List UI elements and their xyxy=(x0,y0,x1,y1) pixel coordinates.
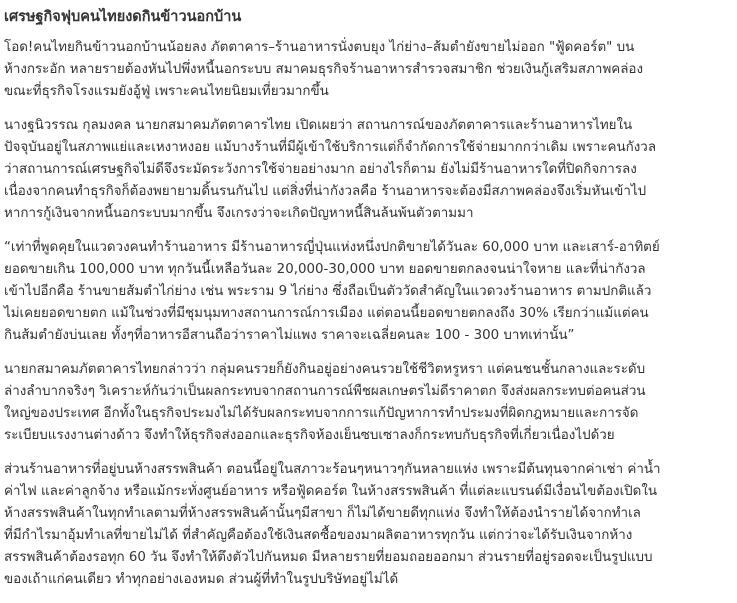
paragraph-line: ห้างสรรพสินค้าในทุกทำเลตามที่ห้างสรรพสินค้านั้นๆมีสาขา ก็ไม่ได้ขายดีทุกแห่ง จึงทำให้ต้องนำรายได้จากทำเล xyxy=(4,506,641,521)
paragraph-line: กินส้มตำยังบ่นเลย ทั้งๆที่อาหารอีสานถือว่าราคาไม่แพง ราคาจะเฉลี่ยคนละ 100 - 300 บาทเท่านั้น” xyxy=(4,328,575,343)
paragraph-line: เข้าไปอีกคือ ร้านขายส้มตำไก่ย่าง เช่น พระราม 9 ไก่ย่าง ซึ่งถือเป็นตัววัดสำคัญในแวดวงร้านอาหาร ตามปกติแล้ว xyxy=(4,284,652,299)
paragraph-line: ห้างกระอัก หลายรายต้องหันไปพึ่งหนี้นอกระบบ สมาคมธุรกิจร้านอาหารสำรวจสมาชิก ช่วยเงินกู้เสริมสภาพคล่อง xyxy=(4,62,644,77)
paragraph-line: เนื่องจากคนทำธุรกิจก็ต้องพยายามดิ้นรนกันไป แต่สิ่งที่น่ากังวลคือ ร้านอาหารจะต้องมีสภาพคล่องจึงเริ่มหันเข้าไป xyxy=(4,184,647,199)
paragraph-line: ที่มีกำไรมาอุ้มทำเลที่ขายไม่ได้ ที่สำคัญคือต้องใช้เงินสดซื้อของมาผลิตอาหารทุกวัน แต่กว่าจะได้รับเงินจากห้าง xyxy=(4,528,633,543)
paragraph-line: “เท่าที่พูดคุยในแวดวงคนทำร้านอาหาร มีร้านอาหารญี่ปุ่นแห่งหนึ่งปกติขายได้วันละ 60,000 บาท และเสาร์-อาทิตย์ xyxy=(4,240,660,255)
article-paragraph xyxy=(4,459,733,591)
paragraph-line: นางฐนิวรรณ กุลมงคล นายกสมาคมภัตตาคารไทย เปิดเผยว่า สถานการณ์ของภัตตาคารและร้านอาหารไทยใน xyxy=(4,118,633,133)
paragraph-line: ของเถ้าแก่คนเดียว ทำทุกอย่างเองหมด ส่วนผู้ที่ทำในรูปบริษัทอยู่ไม่ได้ xyxy=(4,572,399,587)
paragraph-line: ปัจจุบันอยู่ในสภาพแย่และเหงาหงอย แม้บางร้านที่มีผู้เข้าใช้บริการแต่ก็จำกัดการใช้จ่ายมากกว่าเดิม เพราะคนกังวล xyxy=(4,140,657,155)
paragraph-line: ไม่เคยยอดขายตก แม้ในช่วงที่มีชุมนุมทางสถานการณ์การเมือง แต่ตอนนี้ยอดขายตกลงถึง 30% เรียกว่าแม้แต่คน xyxy=(4,306,649,321)
article-quote-paragraph xyxy=(4,237,733,347)
paragraph-line: ค่าไฟ และค่าลูกจ้าง หรือแม้กระทั่งศูนย์อาหาร หรือฟู้ดคอร์ต ในห้างสรรพสินค้า ที่แต่ละแบรนด์มีเงื่อนไขต้องเปิดใน xyxy=(4,484,658,499)
paragraph-line: ยอดขายเกิน 100,000 บาท ทุกวันนี้เหลือวันละ 20,000-30,000 บาท ยอดขายตกลงจนน่าใจหาย และที่น่ากังวล xyxy=(4,262,646,277)
paragraph-line: ระเบียบแรงงานต่างด้าว จึงทำให้ธุรกิจส่งออกและธุรกิจห้องเย็นซบเซาลงก็กระทบกับธุรกิจที่เกี่ยวเนื่องไปด้วย xyxy=(4,428,615,443)
paragraph-line: นายกสมาคมภัตตาคารไทยกล่าวว่า กลุ่มคนรวยก็ยังกินอยู่อย่างคนรวยใช้ชีวิตหรูหรา แต่คนชนชั้นกลางและระดับ xyxy=(4,362,646,377)
paragraph-line: โอด!คนไทยกินข้าวนอกบ้านน้อยลง ภัตตาคาร–ร้านอาหารนั่งตบยุง ไก่ย่าง–ส้มตำยังขายไม่ออก "ฟู้ดคอร์ต" บน xyxy=(4,40,635,55)
paragraph-line: ส่วนร้านอาหารที่อยู่บนห้างสรรพสินค้า ตอนนี้อยู่ในสภาวะร้อนๆหนาวๆกันหลายแห่ง เพราะมีต้นทุนจากค่าเช่า ค่าน้ำ xyxy=(4,462,661,477)
article-paragraph-lead xyxy=(4,37,733,103)
paragraph-line: หาการกู้เงินจากหนี้นอกระบบมากขึ้น จึงเกรงว่าจะเกิดปัญหาหนี้สินล้นพ้นตัวตามมา xyxy=(4,206,474,221)
paragraph-line: ว่าสถานการณ์เศรษฐกิจไม่ดีจึงระมัดระวังการใช้จ่ายอย่างมาก อย่างไรก็ตาม ยังไม่มีร้านอาหารใดที่ปิดกิจการลง xyxy=(4,162,637,177)
paragraph-line: สรรพสินค้าต้องรอทุก 60 วัน จึงทำให้ตึงตัวไปกันหมด มีหลายรายที่ยอมถอยออกมา ส่วนรายที่อยู่รอดจะเป็นรูปแบบ xyxy=(4,550,653,565)
paragraph-line: ล่างลำบากจริงๆ วิเคราะห์กันว่าเป็นผลกระทบจากสถานการณ์พืชผลเกษตรไม่ดีราคาตก จึงส่งผลกระทบต่อคนส่วน xyxy=(4,384,646,399)
paragraph-line: ขณะที่ธุรกิจโรงแรมยังอู้ฟู่ เพราะคนไทยนิยมเที่ยวมากขึ้น xyxy=(4,84,329,99)
article-title: เศรษฐกิจฟุบคนไทยงดกินข้าวนอกบ้าน xyxy=(4,9,242,25)
article-paragraph xyxy=(4,359,733,447)
article-paragraph xyxy=(4,115,733,225)
news-article xyxy=(4,6,733,603)
paragraph-line: ใหญ่ของประเทศ อีกทั้งในธุรกิจประมงไม่ได้รับผลกระทบจากการแก้ปัญหาการทำประมงที่ผิดกฎหมายและการจัด xyxy=(4,406,639,421)
